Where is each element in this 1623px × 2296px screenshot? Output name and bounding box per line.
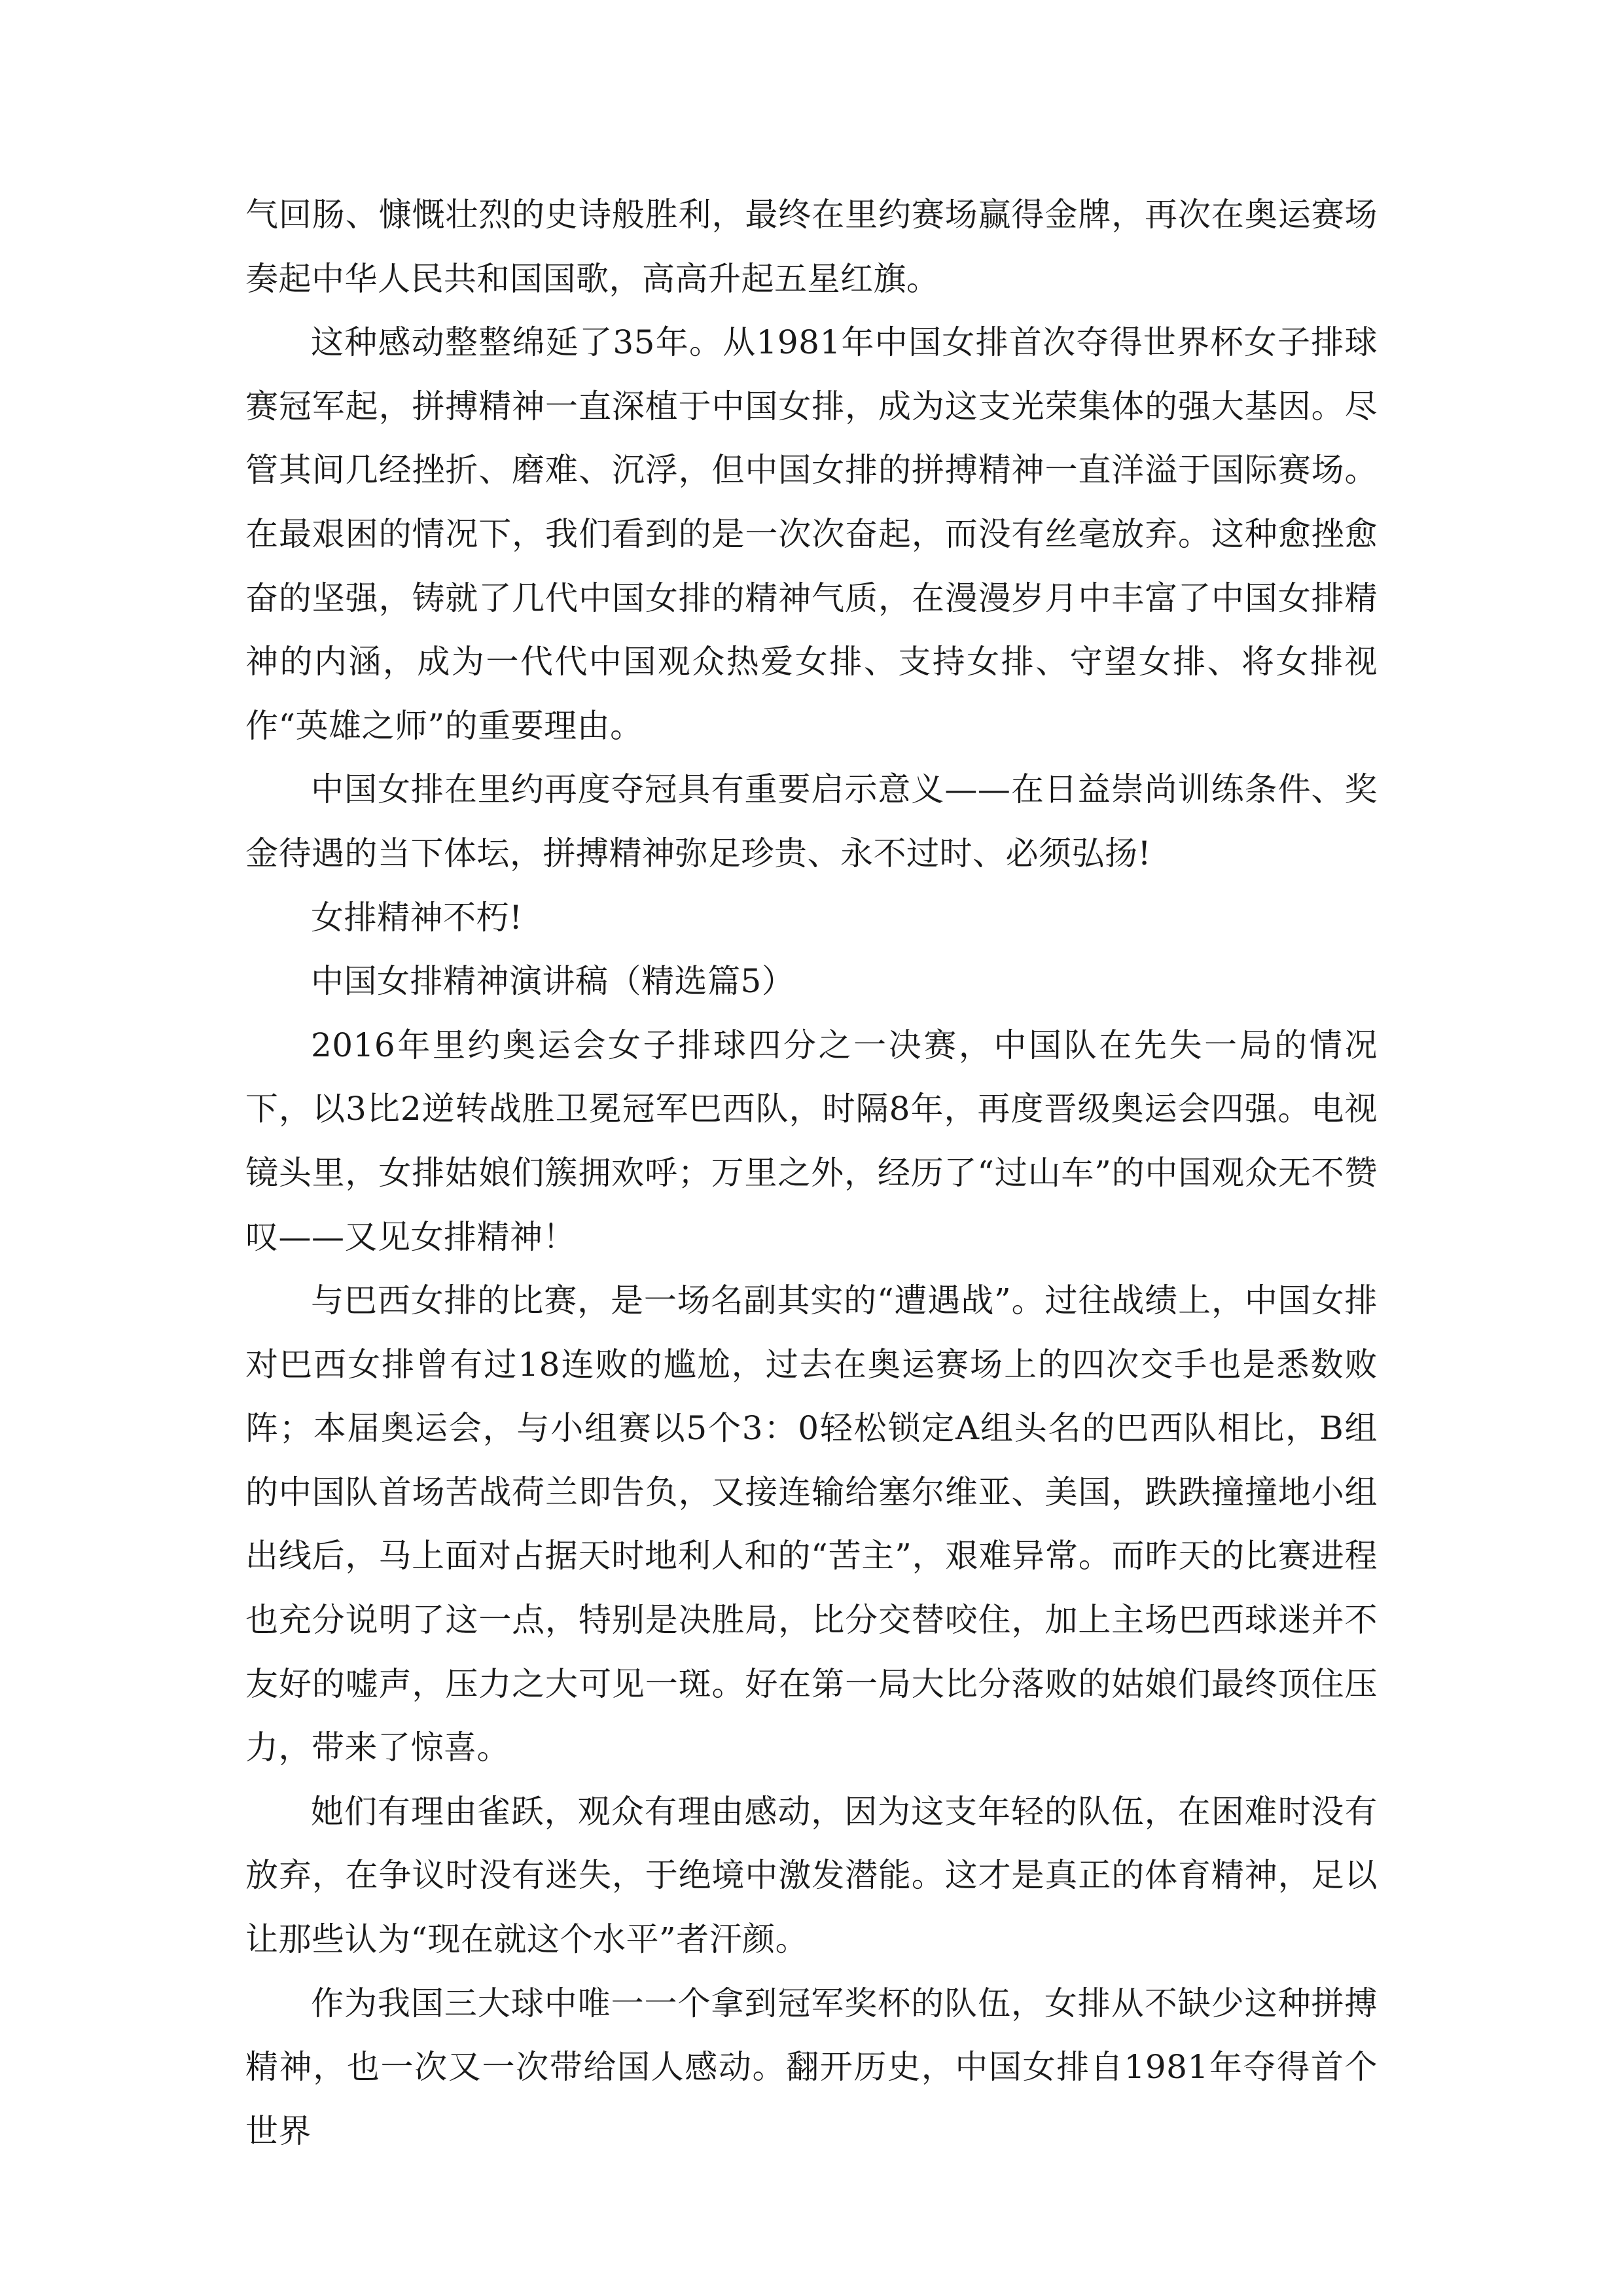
paragraph-3: 中国女排在里约再度夺冠具有重要启示意义——在日益崇尚训练条件、奖金待遇的当下体坛，拼搏精神弥足珍贵、永不过时、必须弘扬! — [245, 770, 1378, 872]
paragraph-6: 2016年里约奥运会女子排球四分之一决赛，中国队在先失一局的情况下，以3比2逆转战胜卫冕冠军巴西队，时隔8年，再度晋级奥运会四强。电视镜头里，女排姑娘们簇拥欢呼；万里之外，经历了“过山车”的中国观众无不赞叹——又见女排精神！ — [245, 1026, 1378, 1256]
paragraph-1: 气回肠、慷慨壮烈的史诗般胜利，最终在里约赛场赢得金牌，再次在奥运赛场奏起中华人民共和国国歌，高高升起五星红旗。 — [245, 196, 1378, 298]
section-heading: 中国女排精神演讲稿（精选篇5） — [311, 962, 795, 1001]
paragraph-7: 与巴西女排的比赛，是一场名副其实的“遭遇战”。过往战绩上，中国女排对巴西女排曾有过18连败的尴尬，过去在奥运赛场上的四次交手也是悉数败阵；本届奥运会，与小组赛以5个3：0轻松锁定A组头名的巴西队相比，B组的中国队首场苦战荷兰即告负，又接连输给塞尔维亚、美国，跌跌撞撞地小组出线后，马上面对占据天时地利人和的“苦主”，艰难异常。而昨天的比赛进程也充分说明了这一点，特别是决胜局，比分交替咬住，加上主场巴西球迷并不友好的嘘声，压力之大可见一斑。好在第一局大比分落败的姑娘们最终顶住压力，带来了惊喜。 — [245, 1282, 1378, 1767]
document-page — [245, 183, 1378, 2163]
paragraph-8: 她们有理由雀跃，观众有理由感动，因为这支年轻的队伍，在困难时没有放弃，在争议时没有迷失，于绝境中激发潜能。这才是真正的体育精神，足以让那些认为“现在就这个水平”者汗颜。 — [245, 1792, 1378, 1959]
paragraph-9: 作为我国三大球中唯一一个拿到冠军奖杯的队伍，女排从不缺少这种拼搏精神，也一次又一次带给国人感动。翻开历史，中国女排自1981年夺得首个世界 — [245, 1984, 1378, 2150]
paragraph-2: 这种感动整整绵延了35年。从1981年中国女排首次夺得世界杯女子排球赛冠军起，拼搏精神一直深植于中国女排，成为这支光荣集体的强大基因。尽管其间几经挫折、磨难、沉浮，但中国女排的拼搏精神一直洋溢于国际赛场。在最艰困的情况下，我们看到的是一次次奋起，而没有丝毫放弃。这种愈挫愈奋的坚强，铸就了几代中国女排的精神气质，在漫漫岁月中丰富了中国女排精神的内涵，成为一代代中国观众热爱女排、支持女排、守望女排、将女排视作“英雄之师”的重要理由。 — [245, 323, 1378, 745]
paragraph-4: 女排精神不朽! — [311, 898, 523, 937]
